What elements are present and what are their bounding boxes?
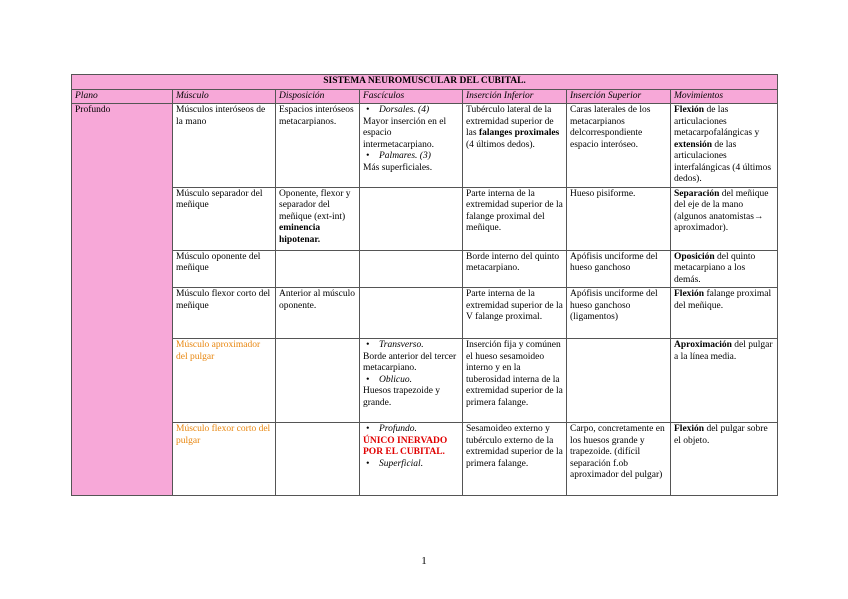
insercion-superior-cell: Caras laterales de los metacarpianos delcorrespondiente espacio interóseo.	[567, 104, 671, 188]
insercion-inferior-cell	[463, 104, 567, 188]
mov-bold: Aproximación	[674, 340, 732, 350]
header-plano: Plano	[72, 89, 173, 104]
table-row	[72, 187, 778, 250]
insercion-superior-cell: Apófisis unciforme del hueso ganchoso	[567, 250, 671, 288]
fasciculos-cell	[360, 104, 463, 188]
inf-text: (4 últimos dedos).	[466, 139, 535, 150]
insercion-superior-cell: Carpo, concretamente en los huesos grande y trapezoide. (difícil separación f.ob aproximador del pulgar)	[567, 423, 671, 496]
mov-text: del meñique del eje de la mano (algunos anatomistas→ aproximador).	[674, 188, 769, 233]
mov-bold: Flexión	[674, 105, 705, 115]
plano-cell: Profundo	[72, 104, 173, 496]
movimientos-cell	[671, 187, 778, 250]
header-row	[72, 89, 778, 104]
cubital-table	[71, 74, 778, 496]
disposicion-cell: Anterior al músculo oponente.	[276, 288, 360, 339]
insercion-superior-cell: Hueso pisiforme.	[567, 187, 671, 250]
mov-text: del pulgar a la línea media.	[674, 340, 773, 362]
mov-text: del quinto metacarpiano a los demás.	[674, 251, 756, 285]
mov-bold: Flexión	[674, 289, 705, 299]
disp-bold: eminencia hipotenar.	[279, 223, 321, 245]
mov-text: de las articulaciones metacarpofalángicas y	[674, 105, 760, 138]
fasciculo-text: Borde anterior del tercer metacarpiano.	[363, 351, 457, 373]
musculo-cell: Músculos interóseos de la mano	[173, 104, 276, 188]
fasciculo-label: • Oblicuo.	[363, 375, 459, 387]
fasciculos-cell	[360, 423, 463, 496]
movimientos-cell	[671, 423, 778, 496]
musculo-cell: Músculo flexor corto del meñique	[173, 288, 276, 339]
disp-text: Oponente, flexor y separador del meñique (ext-int)	[279, 188, 351, 222]
insercion-inferior-cell: Sesamoideo externo y tubérculo externo de la extremidad superior de la primera falange.	[463, 423, 567, 496]
mov-text: falange proximal del meñique.	[674, 289, 772, 311]
table-row	[72, 423, 778, 496]
mov-bold: extensión	[674, 139, 712, 150]
insercion-inferior-cell: Parte interna de la extremidad superior de la falange proximal del meñique.	[463, 187, 567, 250]
disposicion-cell	[276, 250, 360, 288]
movimientos-cell	[671, 250, 778, 288]
mov-bold: Separación	[674, 188, 720, 199]
inf-text: Tubérculo lateral de la extremidad superior de las	[466, 105, 554, 138]
insercion-inferior-cell: Inserción fija y comúnen el hueso sesamoideo interno y en la tuberosidad interna de la extremidad superior de la primera falange.	[463, 339, 567, 423]
fasciculos-cell	[360, 187, 463, 250]
insercion-inferior-cell: Borde interno del quinto metacarpiano.	[463, 250, 567, 288]
table-row	[72, 288, 778, 339]
table-row	[72, 250, 778, 288]
fasciculo-label: • Dorsales. (4)	[363, 105, 459, 117]
fasciculo-label: • Superficial.	[363, 459, 459, 471]
header-insercion-inferior: Inserción Inferior	[463, 89, 567, 104]
mov-bold: Flexión	[674, 424, 705, 434]
fasciculo-label: • Transverso.	[363, 340, 459, 352]
fasciculo-label: • Palmares. (3)	[363, 151, 459, 163]
disposicion-cell	[276, 423, 360, 496]
fasciculo-text: Mayor inserción en el espacio intermetacarpiano.	[363, 116, 447, 150]
fasciculos-cell	[360, 250, 463, 288]
mov-text: del pulgar sobre el objeto.	[674, 424, 768, 446]
insercion-superior-cell: Apófisis unciforme del hueso ganchoso (ligamentos)	[567, 288, 671, 339]
mov-bold: Oposición	[674, 251, 715, 262]
fasciculos-cell	[360, 288, 463, 339]
table-row	[72, 104, 778, 188]
page-number: 1	[421, 555, 427, 567]
musculo-cell: Músculo aproximador del pulgar	[173, 339, 276, 423]
movimientos-cell	[671, 288, 778, 339]
table-title: SISTEMA NEUROMUSCULAR DEL CUBITAL.	[72, 75, 778, 90]
disposicion-cell: Espacios interóseos metacarpianos.	[276, 104, 360, 188]
inf-bold: falanges proximales	[478, 128, 560, 138]
fasciculo-text: Más superficiales.	[363, 162, 433, 173]
header-insercion-superior: Inserción Superior	[567, 89, 671, 104]
disposicion-cell	[276, 187, 360, 250]
musculo-cell: Músculo separador del meñique	[173, 187, 276, 250]
musculo-cell: Músculo oponente del meñique	[173, 250, 276, 288]
fasciculos-cell	[360, 339, 463, 423]
header-movimientos: Movimientos	[671, 89, 778, 104]
header-musculo: Músculo	[173, 89, 276, 104]
fasciculo-text: Huesos trapezoide y grande.	[363, 386, 441, 408]
insercion-inferior-cell: Parte interna de la extremidad superior de la V falange proximal.	[463, 288, 567, 339]
fasciculo-note: ÚNICO INERVADO POR EL CUBITAL.	[363, 435, 448, 457]
movimientos-cell	[671, 339, 778, 423]
disposicion-cell	[276, 339, 360, 423]
movimientos-cell	[671, 104, 778, 188]
header-disposicion: Disposición	[276, 89, 360, 104]
musculo-cell: Músculo flexor corto del pulgar	[173, 423, 276, 496]
mov-text: de las articulaciones interfalángicas (4 últimos dedos).	[674, 139, 772, 184]
fasciculo-label: • Profundo.	[363, 424, 459, 436]
insercion-superior-cell	[567, 339, 671, 423]
header-fasciculos: Fascículos	[360, 89, 463, 104]
table-row	[72, 339, 778, 423]
